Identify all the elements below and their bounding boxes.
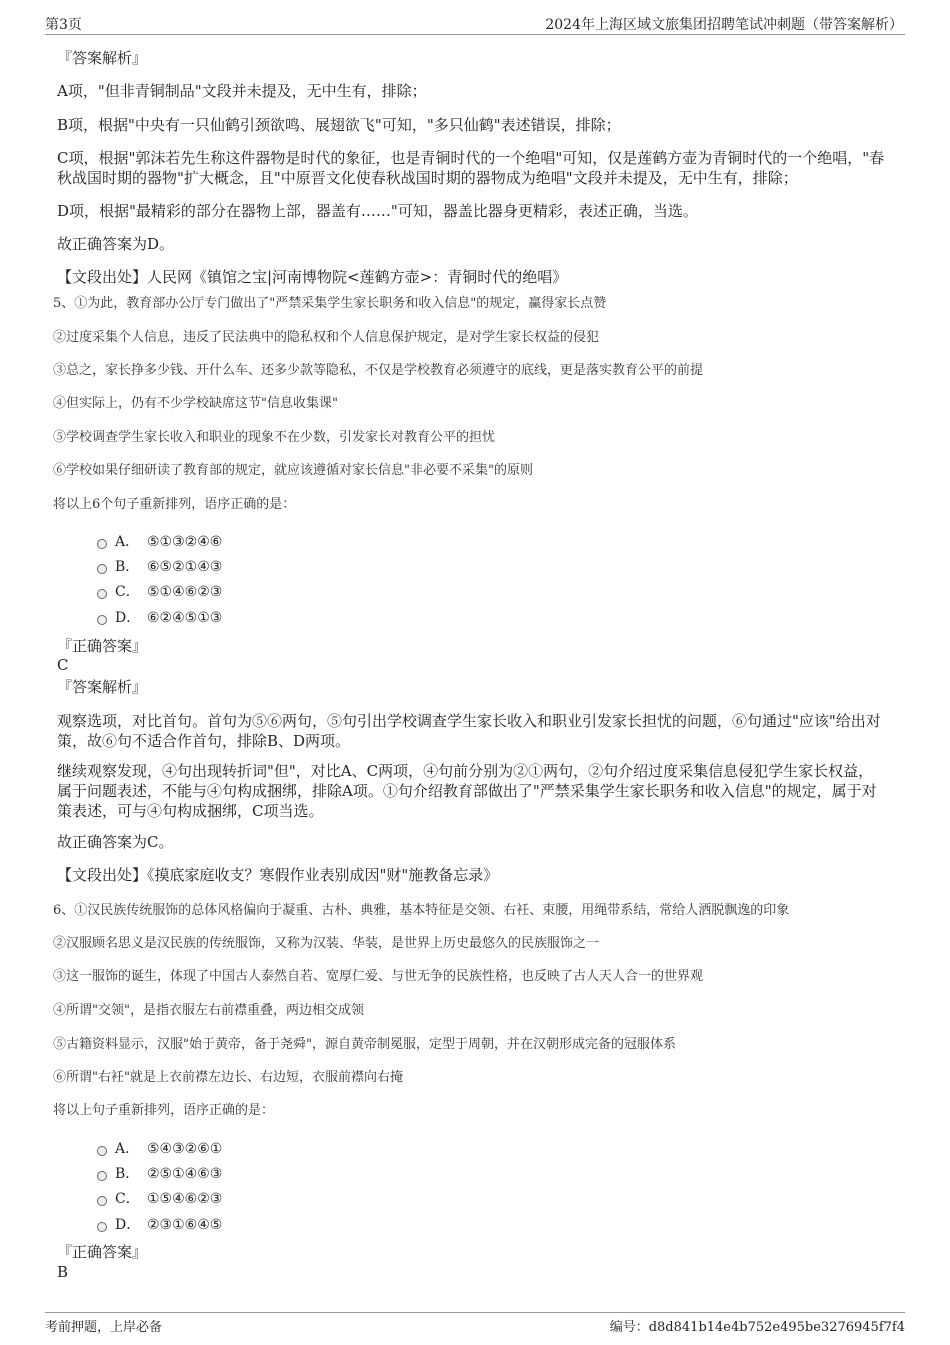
radio-icon[interactable] [97,564,107,574]
question-sentence: 5、①为此，教育部办公厅专门做出了"严禁采集学生家长职务和收入信息"的规定，赢得家长点赞 [53,296,607,311]
analysis-line-d: D项，根据"最精彩的部分在器物上部，器盖有……"可知，器盖比器身更精彩，表述正确，当选。 [57,202,698,220]
option-c[interactable]: C． ①⑤④⑥②③ [97,1189,222,1209]
radio-icon[interactable] [97,1196,107,1206]
analysis-line-b: B项，根据"中央有一只仙鹤引颈欲鸣、展翅欲飞"可知，"多只仙鹤"表述错误，排除； [57,116,621,134]
source-citation: 【文段出处】人民网《镇馆之宝|河南博物院<莲鹤方壶>：青铜时代的绝唱》 [57,268,568,286]
analysis-label: 『答案解析』 [57,678,148,696]
radio-icon[interactable] [97,539,107,549]
analysis-paragraph: 继续观察发现，④句出现转折词"但"，对比A、C两项，④句前分别为②①两句，②句介绍过度采集信息侵犯学生家长权益，属于问题表述，不能与④句构成捆绑，排除A项。①句介绍教育部做出了"严禁采集学生家长职务和收入信息"的规定，属于对策表述，可与④句构成捆绑，C项当选。 [57,762,877,820]
option-b[interactable]: B． ②⑤①④⑥③ [97,1164,222,1184]
analysis-line-c: C项，根据"郭沫若先生称这件器物是时代的象征，也是青铜时代的一个绝唱"可知，仅是莲鹤方壶为青铜时代的一个绝唱，"春秋战国时期的器物"扩大概念，且"中原晋文化使春秋战国时期的器物成为绝唱"文段并未提及，无中生有，排除； [57,149,885,187]
analysis-conclusion: 故正确答案为C。 [57,833,174,851]
option-c[interactable]: C． ⑤①④⑥②③ [97,582,222,602]
option-a[interactable]: A． ⑤④③②⑥① [97,1139,222,1159]
document-code: 编号：d8d841b14e4b752e495be3276945f7f4 [609,1320,905,1335]
analysis-paragraph: 观察选项，对比首句。首句为⑤⑥两句，⑤句引出学校调查学生家长收入和职业引发家长担忧的问题，⑥句通过"应该"给出对策，故⑥句不适合作首句，排除B、D两项。 [57,712,881,750]
question-sentence: ⑥所谓"右衽"就是上衣前襟左边长、右边短，衣服前襟向右掩 [53,1070,403,1085]
question-sentence: ③这一服饰的诞生，体现了中国古人泰然自若、宽厚仁爱、与世无争的民族性格，也反映了古人天人合一的世界观 [53,969,704,984]
source-citation: 【文段出处】《摸底家庭收支？寒假作业表别成因"财"施教备忘录》 [57,866,499,884]
radio-icon[interactable] [97,1146,107,1156]
question-sentence: ⑤学校调查学生家长收入和职业的现象不在少数，引发家长对教育公平的担忧 [53,430,496,445]
option-d[interactable]: D． ②③①⑥④⑤ [97,1215,222,1235]
question-sentence: ②汉服顾名思义是汉民族的传统服饰，又称为汉装、华装，是世界上历史最悠久的民族服饰之一 [53,936,600,951]
radio-icon[interactable] [97,615,107,625]
page-footer [45,1312,905,1337]
question-sentence: ⑥学校如果仔细研读了教育部的规定，就应该遵循对家长信息"非必要不采集"的原则 [53,463,533,478]
analysis-label: 『答案解析』 [57,49,148,67]
question-sentence: ④所谓"交领"，是指衣服左右前襟重叠，两边相交成领 [53,1003,364,1018]
document-title: 2024年上海区域文旅集团招聘笔试冲刺题（带答案解析） [545,17,903,33]
question-sentence: ⑤古籍资料显示，汉服"始于黄帝，备于尧舜"，源自黄帝制冕服，定型于周朝，并在汉朝形成完备的冠服体系 [53,1037,676,1052]
radio-icon[interactable] [97,589,107,599]
question-sentence: ③总之，家长挣多少钱、开什么车、还多少款等隐私，不仅是学校教育必须遵守的底线，更是落实教育公平的前提 [53,363,704,378]
footer-slogan: 考前押题，上岸必备 [45,1320,163,1335]
answer-value: B [57,1263,69,1281]
analysis-line-a: A项，"但非青铜制品"文段并未提及，无中生有，排除； [57,82,427,100]
question-sentence: ④但实际上，仍有不少学校缺席这节"信息收集课" [53,396,338,411]
radio-icon[interactable] [97,1171,107,1181]
answer-label: 『正确答案』 [57,1243,148,1261]
page-number: 第3页 [45,17,82,33]
option-a[interactable]: A． ⑤①③②④⑥ [97,532,222,552]
option-d[interactable]: D． ⑥②④⑤①③ [97,608,222,628]
question-sentence: 6、①汉民族传统服饰的总体风格偏向于凝重、古朴、典雅，基本特征是交领、右衽、束腰，用绳带系结，常给人洒脱飘逸的印象 [53,903,790,918]
answer-label: 『正确答案』 [57,637,148,655]
page-header [45,12,905,35]
question-prompt: 将以上句子重新排列，语序正确的是： [53,1103,275,1118]
question-prompt: 将以上6个句子重新排列，语序正确的是： [53,497,296,512]
option-b[interactable]: B． ⑥⑤②①④③ [97,557,222,577]
radio-icon[interactable] [97,1222,107,1232]
analysis-conclusion: 故正确答案为D。 [57,235,175,253]
answer-value: C [57,656,69,674]
question-sentence: ②过度采集个人信息，违反了民法典中的隐私权和个人信息保护规定，是对学生家长权益的侵犯 [53,330,600,345]
